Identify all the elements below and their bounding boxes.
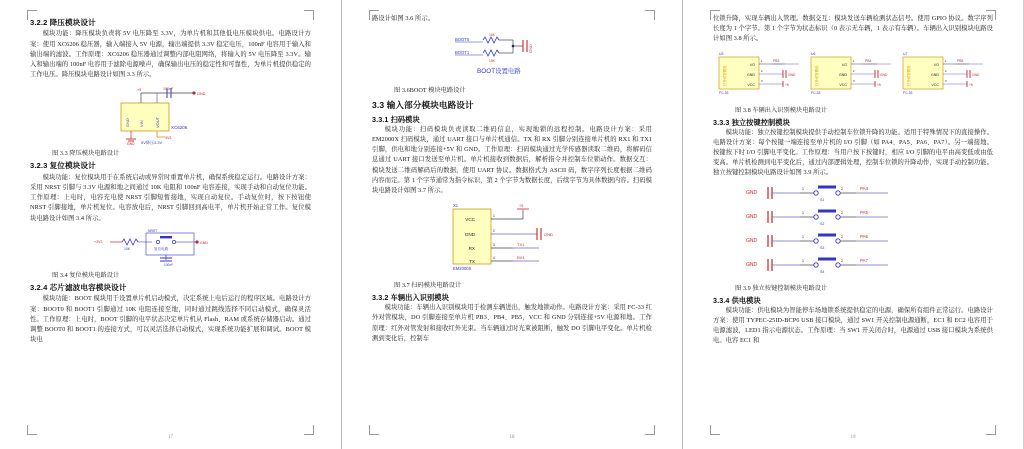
svg-text:2: 2	[945, 68, 947, 73]
svg-text:GND: GND	[788, 72, 796, 77]
crop-mark-bottom-left	[369, 425, 379, 435]
svg-text:3: 3	[945, 78, 947, 83]
heading-3-3: 3.3 输入部分模块电路设计	[372, 100, 474, 111]
paragraph-3-3-3: 模块功能：独立按键控制模块提供手动控制车位锁升降的功能。适用于特殊情况下的直接操作。电路设计方案：每个按键一端连接至单片机的 I/O 引脚（如 PA4、PA5、PA6、PA7）。另一端接地。按键按下时 I/O 引脚电平变化。工作原理：当用户按下按键时，相应 I/O 引脚的电平由高变低或由低变高。单片机检测到电平变化后，通过内部逻辑处理，控制车位锁的升降动作，实现手动控制功能。独立按键控制模块电路设计如图 3.9 所示。	[713, 128, 993, 177]
svg-text:GND: GND	[880, 72, 888, 77]
svg-text:XC6206: XC6206	[170, 125, 187, 131]
svg-text:GND: GND	[746, 237, 758, 244]
svg-text:5V降压3.3V: 5V降压3.3V	[140, 140, 162, 146]
heading-3-3-1: 3.3.1 扫码模块	[372, 114, 420, 124]
paragraph-3-2-2: 模块功能：降压模块负责将 5V 电压降至 3.3V，为单片机和其他低电压模块供电。电路设计方案：使用 XC6206 稳压器，输入端接入 5V 电源，输出端提供 3.3V 稳定电压，100nF 电容用于输入和输出端的滤波。工作原理：XC6206 稳压器通过调整内部电阻网络，将输入的 5V 电压降至 3.3V。输入和输出端的 100nF 电容用于滤除电源噪声，确保输出电压的稳定性和可靠性，为单片机提供稳定的工作电压。降压模块电路设计如图 3.3 所示。	[30, 30, 311, 79]
heading-3-2-4: 3.2.4 芯片滤波电容模块设计	[30, 282, 127, 292]
crop-mark-top-right	[986, 10, 996, 20]
svg-text:2: 2	[853, 68, 855, 73]
svg-text:BOOT设置电路: BOOT设置电路	[477, 68, 521, 76]
svg-text:100nF: 100nF	[162, 87, 173, 92]
svg-text:GND: GND	[126, 142, 135, 146]
caption-figure-3-6: 图 3.6BOOT 模块电路设计	[394, 87, 466, 95]
svg-text:NRST: NRST	[147, 228, 157, 233]
document-page-18[interactable]	[341, 0, 682, 449]
heading-3-3-3: 3.3.3 独立按键控制模块	[713, 117, 790, 127]
svg-text:3V3: 3V3	[164, 136, 171, 141]
svg-text:3: 3	[853, 78, 855, 83]
svg-text:PB4: PB4	[865, 58, 872, 63]
svg-text:I/O: I/O	[934, 62, 939, 67]
svg-text:TX1: TX1	[516, 242, 524, 248]
svg-text:+5: +5	[969, 82, 973, 87]
svg-text:BOOT0: BOOT0	[455, 37, 470, 43]
svg-text:GND: GND	[196, 92, 205, 97]
page-content-17	[30, 14, 311, 423]
crop-mark-top-left	[369, 10, 379, 20]
svg-text:+5: +5	[877, 82, 881, 87]
caption-figure-3-3: 图 3.3 降压模块电路设计	[52, 150, 120, 158]
svg-text:FC-33: FC-33	[811, 90, 821, 95]
crop-mark-top-right	[304, 10, 314, 20]
page-number-17: 17	[168, 435, 173, 440]
svg-text:1: 1	[802, 210, 804, 215]
caption-figure-3-7: 图 3.7 扫码模块电路设计	[394, 282, 462, 290]
svg-text:1: 1	[802, 186, 804, 191]
svg-text:2: 2	[492, 229, 495, 234]
svg-text:U6: U6	[811, 51, 816, 56]
svg-text:PB5: PB5	[957, 58, 964, 63]
figure-3-9-button-switches	[713, 182, 993, 280]
svg-text:+5: +5	[136, 88, 141, 93]
svg-text:PA6: PA6	[860, 233, 868, 239]
svg-text:GND: GND	[746, 213, 758, 220]
heading-3-2-3: 3.2.3 复位模块设计	[30, 161, 96, 171]
svg-text:U7: U7	[903, 51, 908, 56]
svg-text:RX1: RX1	[516, 255, 525, 261]
document-page-17[interactable]	[0, 0, 341, 449]
svg-text:GND: GND	[464, 232, 475, 238]
svg-text:+5: +5	[518, 204, 523, 209]
crop-mark-bottom-right	[645, 425, 655, 435]
svg-text:BOOT1: BOOT1	[455, 50, 470, 56]
heading-3-3-2: 3.3.2 车辆出入识别模块	[372, 293, 449, 303]
svg-text:2: 2	[761, 68, 763, 73]
svg-text:4: 4	[492, 256, 495, 261]
svg-text:FC-33: FC-33	[903, 90, 913, 95]
svg-text:RX: RX	[468, 246, 475, 252]
caption-figure-3-9: 图 3.9 独立按键控制模块电路设计	[735, 284, 828, 292]
crop-mark-bottom-left	[27, 425, 37, 435]
svg-text:1: 1	[853, 58, 855, 63]
svg-text:GND: GND	[746, 261, 758, 268]
svg-text:GND: GND	[839, 72, 847, 77]
paragraph-continued-vehicle: 位锁升降，实现车辆出入管理。数据交互：模块发送车辆检测状态信号。使用 GPIO 协议。数字序列长度为 1 个字节。第 1 个字节为状态标识（0 表示无车辆，1 表示有车辆）。车辆出入识别模块电路设计如图 3.8 所示。	[713, 15, 993, 43]
crop-mark-top-left	[710, 10, 720, 20]
caption-figure-3-8: 图 3.8 车辆出入识别模块电路设计	[735, 106, 828, 114]
svg-text:GND: GND	[747, 72, 755, 77]
paragraph-3-3-4: 模块功能：供电模块为智能停车场地锁系统提供稳定的电源，确保所有组件正常运行。电路设计方案：使用 TYPEC-25ID-BCP6 USB 接口模块，通过 SW1 开关控制电源通断，EC1 和 EC2 电容用于电源滤波，LED1 指示电源状态。工作原理：当 SW1 开关闭合时，电源通过 USB 接口模块为系统供电。电容 EC1 和	[713, 306, 993, 345]
svg-text:红外对管模块: 红外对管模块	[723, 65, 727, 86]
svg-text:PB3: PB3	[773, 58, 780, 63]
svg-text:PA7: PA7	[860, 257, 868, 263]
page-content-18	[372, 14, 652, 423]
paragraph-3-3-1: 模块功能：扫码模块负责读取二维码信息，实现地锁的远程控制。电路设计方案：采用 EM2000X 扫码模块，通过 UART 接口与单片机通信。TX 和 RX 引脚分别连接单片机的 RX1 和 TX1 引脚，供电和地分别连接+5V 和 GND。工作原理：扫码模块通过光学传感器读取二维码，将解码信息通过 UART 接口发送至单片机。单片机接收到数据后，解析指令并控制车位锁动作。数据交互：模块发送二维码解码后的数据，使用 UART 协议。数据格式为 ASCII 码，数字序列长度根据二维码内容而定。第 1 个字节通常为指令标识，第 2 个字节为数据长度，后续字节为具体数据内容。扫码模块电路设计如图 3.7 所示。	[372, 125, 652, 195]
page-content-19	[713, 14, 993, 423]
svg-text:3: 3	[492, 243, 495, 248]
svg-text:S4: S4	[820, 269, 825, 274]
svg-text:1: 1	[761, 58, 763, 63]
svg-text:VIN: VIN	[138, 120, 144, 128]
svg-text:I/O: I/O	[750, 62, 755, 67]
svg-text:10K: 10K	[489, 33, 495, 38]
svg-text:GND: GND	[972, 72, 980, 77]
svg-text:VOUT: VOUT	[154, 117, 160, 129]
svg-text:VCC: VCC	[839, 82, 847, 87]
caption-figure-3-4: 图 3.4 复位模块电路设计	[52, 271, 120, 279]
svg-text:1: 1	[492, 214, 495, 219]
crop-mark-bottom-right	[986, 425, 996, 435]
heading-3-2-2: 3.2.2 降压模块设计	[30, 18, 96, 27]
figure-3-4-reset-circuit	[30, 227, 311, 267]
svg-text:10K: 10K	[489, 59, 495, 64]
svg-text:3: 3	[761, 78, 763, 83]
svg-text:红外对管模块: 红外对管模块	[815, 65, 819, 86]
svg-text:FC-33: FC-33	[719, 90, 729, 95]
document-page-19[interactable]	[682, 0, 1023, 449]
svg-text:1: 1	[802, 234, 804, 239]
svg-text:GND: GND	[543, 232, 553, 238]
svg-text:S3: S3	[820, 245, 825, 250]
svg-text:VCC: VCC	[747, 82, 755, 87]
svg-text:+5: +5	[785, 82, 789, 87]
crop-mark-bottom-right	[304, 425, 314, 435]
svg-text:复位电路: 复位电路	[153, 246, 168, 251]
paragraph-3-2-4: 模块功能：BOOT 模块用于设置单片机启动模式，决定系统上电后运行的程序区域。电路设计方案：BOOT0 和 BOOT1 引脚通过 10K 电阻连接至地，同时通过跳线选择不同启动模式，确保灵活性。工作原理：上电时，BOOT 引脚的电平状态决定单片机从 Flash、RAM 或系统存储器启动。通过调整 BOOT0 和 BOOT1 的连接方式，可以灵活选择启动模式，实现系统功能扩展和调试。BOOT 模块电	[30, 295, 311, 344]
svg-text:红外对管模块: 红外对管模块	[907, 65, 911, 86]
svg-text:+3V3: +3V3	[93, 239, 102, 244]
svg-text:2: 2	[841, 234, 843, 239]
paragraph-continued-boot: 路设计如图 3.6 所示。	[372, 15, 435, 22]
svg-text:100nF: 100nF	[163, 262, 173, 267]
svg-text:S1: S1	[820, 197, 825, 202]
svg-text:GND: GND	[931, 72, 939, 77]
page-number-18: 18	[509, 435, 515, 440]
paragraph-3-2-3: 模块功能：复位模块用于在系统启动或异常时重置单片机，确保系统稳定运行。电路设计方案：采用 NRST 引脚与 3.3V 电源和地之间通过 10K 电阻和 100nF 电容连接，实现手动和自动复位功能。工作原理：上电时，电容充电使 NRST 引脚短暂接地，实现自动复位。手动复位时，按下按钮使 NRST 引脚接地，单片机复位。电容放电后，NRST 引脚回到高电平，单片机开始正常工作。复位模块电路设计如图 3.4 所示。	[30, 173, 311, 222]
heading-3-3-4: 3.3.4 供电模块	[713, 295, 761, 305]
svg-text:VCC: VCC	[931, 82, 939, 87]
svg-text:EM2000X: EM2000X	[452, 266, 471, 272]
svg-text:U5: U5	[719, 51, 724, 56]
svg-text:2: 2	[841, 258, 843, 263]
svg-text:1: 1	[802, 258, 804, 263]
crop-mark-top-left	[27, 10, 37, 20]
crop-mark-bottom-left	[710, 425, 720, 435]
svg-text:GND: GND	[124, 118, 130, 128]
crop-mark-top-right	[645, 10, 655, 20]
paragraph-3-3-2: 模块功能：车辆出入识别模块用于检测车辆进出，触发地锁动作。电路设计方案：采用 FC-33 红外对管模块，DO 引脚连接至单片机 PB3、PB4、PB5，VCC 和 GND 分别连接+5V 电源和地。工作原理：红外对管发射和接收红外光束。当车辆通过时光束被阻断，触发 DO 引脚电平变化。单片机检测到变化后，控制车	[372, 304, 652, 342]
figure-3-7-scanner-circuit	[372, 199, 652, 277]
svg-text:PA4: PA4	[860, 185, 868, 191]
svg-text:GND: GND	[199, 240, 208, 245]
svg-text:2: 2	[841, 186, 843, 191]
svg-text:I/O: I/O	[842, 62, 847, 67]
svg-text:S2: S2	[820, 221, 825, 226]
svg-text:10K: 10K	[123, 246, 130, 251]
svg-text:GND: GND	[746, 189, 758, 196]
svg-text:PA5: PA5	[860, 209, 868, 215]
svg-text:X1: X1	[452, 203, 458, 209]
figure-3-6-boot-circuit	[372, 27, 652, 82]
svg-text:1: 1	[945, 58, 947, 63]
page-number-19: 19	[850, 435, 856, 440]
svg-text:2: 2	[841, 210, 843, 215]
figure-3-3-buck-circuit	[30, 83, 311, 145]
svg-text:VCC: VCC	[464, 217, 475, 223]
svg-text:TX: TX	[468, 259, 475, 265]
svg-text:GND: GND	[528, 44, 533, 54]
figure-3-8-ir-modules	[713, 48, 993, 102]
